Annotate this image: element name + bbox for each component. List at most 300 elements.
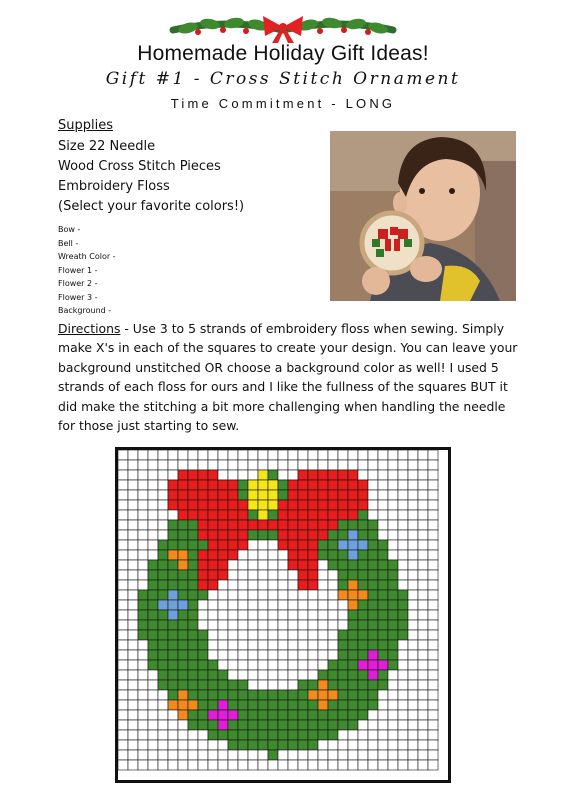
pattern-cell — [158, 510, 168, 520]
pattern-cell — [268, 580, 278, 590]
pattern-cell — [218, 690, 228, 700]
pattern-cell — [148, 520, 158, 530]
pattern-cell — [188, 540, 198, 550]
pattern-cell — [168, 760, 178, 770]
pattern-cell — [408, 750, 418, 760]
pattern-cell — [388, 630, 398, 640]
pattern-cell — [168, 650, 178, 660]
pattern-cell — [328, 470, 338, 480]
pattern-cell — [218, 620, 228, 630]
pattern-cell — [258, 480, 268, 490]
color-list-item: Flower 2 - — [58, 279, 98, 288]
pattern-cell — [348, 640, 358, 650]
pattern-cell — [158, 590, 168, 600]
pattern-cell — [318, 530, 328, 540]
pattern-cell — [398, 760, 408, 770]
pattern-cell — [258, 510, 268, 520]
pattern-cell — [358, 700, 368, 710]
pattern-cell — [218, 540, 228, 550]
pattern-cell — [318, 490, 328, 500]
pattern-cell — [378, 720, 388, 730]
pattern-cell — [138, 480, 148, 490]
pattern-cell — [178, 710, 188, 720]
pattern-cell — [298, 470, 308, 480]
pattern-cell — [378, 500, 388, 510]
pattern-cell — [378, 510, 388, 520]
pattern-cell — [268, 480, 278, 490]
pattern-cell — [338, 520, 348, 530]
pattern-cell — [388, 550, 398, 560]
pattern-cell — [428, 730, 438, 740]
pattern-cell — [118, 470, 128, 480]
pattern-cell — [258, 630, 268, 640]
pattern-cell — [308, 720, 318, 730]
pattern-cell — [358, 610, 368, 620]
pattern-cell — [268, 700, 278, 710]
pattern-cell — [368, 670, 378, 680]
pattern-cell — [378, 590, 388, 600]
pattern-cell — [368, 690, 378, 700]
pattern-cell — [288, 620, 298, 630]
pattern-cell — [118, 460, 128, 470]
pattern-cell — [158, 630, 168, 640]
pattern-cell — [348, 460, 358, 470]
pattern-cell — [188, 760, 198, 770]
pattern-cell — [128, 710, 138, 720]
pattern-cell — [368, 570, 378, 580]
pattern-cell — [168, 670, 178, 680]
pattern-cell — [208, 630, 218, 640]
pattern-cell — [228, 480, 238, 490]
pattern-cell — [428, 740, 438, 750]
pattern-cell — [388, 730, 398, 740]
pattern-cell — [338, 730, 348, 740]
pattern-cell — [418, 700, 428, 710]
pattern-cell — [268, 520, 278, 530]
pattern-cell — [418, 530, 428, 540]
pattern-cell — [278, 750, 288, 760]
pattern-cell — [148, 500, 158, 510]
pattern-cell — [368, 650, 378, 660]
pattern-cell — [278, 580, 288, 590]
pattern-cell — [338, 710, 348, 720]
pattern-cell — [278, 450, 288, 460]
pattern-cell — [118, 580, 128, 590]
pattern-cell — [398, 700, 408, 710]
pattern-cell — [168, 500, 178, 510]
pattern-cell — [278, 650, 288, 660]
pattern-cell — [298, 700, 308, 710]
gift-subtitle: Gift #1 - Cross Stitch Ornament — [105, 69, 461, 89]
pattern-cell — [308, 510, 318, 520]
pattern-cell — [278, 720, 288, 730]
pattern-cell — [368, 500, 378, 510]
pattern-cell — [348, 570, 358, 580]
pattern-cell — [258, 450, 268, 460]
pattern-cell — [178, 530, 188, 540]
pattern-cell — [338, 480, 348, 490]
pattern-cell — [198, 520, 208, 530]
pattern-cell — [128, 590, 138, 600]
pattern-cell — [208, 730, 218, 740]
pattern-cell — [258, 500, 268, 510]
pattern-cell — [308, 460, 318, 470]
pattern-cell — [328, 570, 338, 580]
pattern-cell — [238, 480, 248, 490]
pattern-cell — [428, 480, 438, 490]
pattern-cell — [268, 740, 278, 750]
pattern-cell — [428, 610, 438, 620]
pattern-cell — [398, 530, 408, 540]
pattern-cell — [418, 620, 428, 630]
pattern-cell — [318, 700, 328, 710]
pattern-cell — [258, 740, 268, 750]
pattern-cell — [398, 480, 408, 490]
pattern-cell — [308, 700, 318, 710]
pattern-cell — [238, 710, 248, 720]
pattern-cell — [288, 540, 298, 550]
pattern-cell — [358, 540, 368, 550]
pattern-cell — [388, 600, 398, 610]
pattern-cell — [118, 740, 128, 750]
pattern-cell — [258, 750, 268, 760]
pattern-cell — [328, 460, 338, 470]
pattern-cell — [198, 540, 208, 550]
pattern-cell — [308, 500, 318, 510]
pattern-cell — [268, 630, 278, 640]
pattern-cell — [258, 680, 268, 690]
pattern-cell — [418, 750, 428, 760]
pattern-cell — [368, 620, 378, 630]
pattern-cell — [428, 640, 438, 650]
pattern-cell — [308, 470, 318, 480]
pattern-cell — [118, 630, 128, 640]
pattern-cell — [408, 700, 418, 710]
pattern-cell — [188, 720, 198, 730]
pattern-cell — [408, 510, 418, 520]
pattern-cell — [148, 670, 158, 680]
pattern-cell — [368, 750, 378, 760]
pattern-cell — [208, 670, 218, 680]
pattern-cell — [148, 700, 158, 710]
pattern-cell — [168, 660, 178, 670]
pattern-cell — [378, 520, 388, 530]
pattern-cell — [268, 550, 278, 560]
pattern-cell — [308, 610, 318, 620]
pattern-cell — [298, 570, 308, 580]
pattern-cell — [348, 740, 358, 750]
pattern-cell — [178, 550, 188, 560]
pattern-cell — [228, 580, 238, 590]
pattern-cell — [358, 460, 368, 470]
pattern-cell — [128, 470, 138, 480]
pattern-cell — [338, 530, 348, 540]
pattern-cell — [168, 750, 178, 760]
pattern-cell — [358, 450, 368, 460]
pattern-cell — [128, 740, 138, 750]
pattern-cell — [408, 560, 418, 570]
pattern-cell — [208, 540, 218, 550]
pattern-cell — [158, 580, 168, 590]
pattern-cell — [178, 700, 188, 710]
pattern-cell — [398, 690, 408, 700]
pattern-cell — [148, 750, 158, 760]
pattern-cell — [158, 670, 168, 680]
pattern-cell — [148, 720, 158, 730]
pattern-cell — [308, 650, 318, 660]
pattern-cell — [228, 510, 238, 520]
pattern-cell — [348, 720, 358, 730]
pattern-cell — [428, 630, 438, 640]
pattern-cell — [138, 670, 148, 680]
pattern-cell — [178, 520, 188, 530]
pattern-cell — [408, 580, 418, 590]
pattern-cell — [148, 630, 158, 640]
pattern-cell — [228, 710, 238, 720]
pattern-cell — [338, 500, 348, 510]
pattern-cell — [338, 650, 348, 660]
pattern-cell — [158, 490, 168, 500]
pattern-cell — [198, 720, 208, 730]
pattern-cell — [248, 680, 258, 690]
pattern-cell — [158, 620, 168, 630]
pattern-cell — [338, 470, 348, 480]
pattern-cell — [398, 580, 408, 590]
pattern-cell — [288, 480, 298, 490]
pattern-cell — [228, 530, 238, 540]
pattern-cell — [428, 590, 438, 600]
pattern-cell — [238, 700, 248, 710]
pattern-cell — [268, 680, 278, 690]
pattern-cell — [368, 710, 378, 720]
pattern-cell — [388, 590, 398, 600]
pattern-cell — [308, 520, 318, 530]
pattern-cell — [208, 520, 218, 530]
pattern-cell — [388, 450, 398, 460]
pattern-cell — [418, 710, 428, 720]
pattern-cell — [238, 650, 248, 660]
pattern-cell — [338, 680, 348, 690]
pattern-cell — [168, 740, 178, 750]
pattern-cell — [288, 660, 298, 670]
pattern-cell — [118, 530, 128, 540]
pattern-cell — [278, 700, 288, 710]
pattern-cell — [128, 610, 138, 620]
pattern-cell — [378, 570, 388, 580]
pattern-cell — [248, 550, 258, 560]
pattern-cell — [228, 750, 238, 760]
pattern-cell — [188, 680, 198, 690]
pattern-cell — [208, 470, 218, 480]
pattern-cell — [178, 620, 188, 630]
pattern-cell — [208, 490, 218, 500]
pattern-cell — [358, 590, 368, 600]
pattern-cell — [178, 740, 188, 750]
pattern-cell — [288, 570, 298, 580]
pattern-cell — [298, 630, 308, 640]
pattern-cell — [188, 700, 198, 710]
pattern-cell — [198, 630, 208, 640]
pattern-cell — [378, 640, 388, 650]
pattern-cell — [178, 500, 188, 510]
pattern-cell — [118, 560, 128, 570]
pattern-cell — [248, 570, 258, 580]
pattern-cell — [198, 620, 208, 630]
pattern-cell — [148, 690, 158, 700]
pattern-cell — [398, 570, 408, 580]
pattern-cell — [118, 650, 128, 660]
supply-item: Wood Cross Stitch Pieces — [58, 159, 221, 174]
pattern-cell — [288, 500, 298, 510]
pattern-cell — [248, 500, 258, 510]
pattern-cell — [218, 760, 228, 770]
color-list-item: Wreath Color - — [58, 252, 116, 261]
pattern-cell — [218, 720, 228, 730]
pattern-cell — [308, 540, 318, 550]
pattern-cell — [208, 710, 218, 720]
pattern-cell — [188, 670, 198, 680]
pattern-cell — [418, 720, 428, 730]
pattern-cell — [198, 580, 208, 590]
pattern-cell — [418, 730, 428, 740]
pattern-cell — [178, 630, 188, 640]
pattern-cell — [158, 480, 168, 490]
pattern-cell — [118, 700, 128, 710]
pattern-cell — [158, 500, 168, 510]
pattern-cell — [228, 720, 238, 730]
pattern-cell — [208, 650, 218, 660]
pattern-cell — [238, 450, 248, 460]
pattern-cell — [348, 490, 358, 500]
pattern-cell — [298, 510, 308, 520]
pattern-cell — [288, 520, 298, 530]
pattern-cell — [318, 590, 328, 600]
pattern-cell — [178, 460, 188, 470]
pattern-cell — [178, 640, 188, 650]
pattern-cell — [138, 580, 148, 590]
pattern-cell — [338, 750, 348, 760]
pattern-cell — [198, 690, 208, 700]
pattern-cell — [168, 720, 178, 730]
pattern-cell — [388, 580, 398, 590]
pattern-cell — [138, 490, 148, 500]
pattern-cell — [198, 680, 208, 690]
pattern-cell — [238, 660, 248, 670]
pattern-cell — [188, 460, 198, 470]
pattern-cell — [408, 550, 418, 560]
pattern-cell — [238, 600, 248, 610]
pattern-cell — [148, 710, 158, 720]
pattern-cell — [238, 740, 248, 750]
pattern-cell — [118, 680, 128, 690]
pattern-cell — [388, 700, 398, 710]
pattern-cell — [198, 450, 208, 460]
pattern-cell — [378, 470, 388, 480]
pattern-cell — [218, 570, 228, 580]
pattern-cell — [198, 660, 208, 670]
pattern-cell — [398, 540, 408, 550]
pattern-cell — [388, 610, 398, 620]
pattern-cell — [278, 600, 288, 610]
pattern-cell — [218, 530, 228, 540]
pattern-cell — [318, 630, 328, 640]
pattern-cell — [268, 690, 278, 700]
pattern-cell — [348, 480, 358, 490]
pattern-cell — [378, 620, 388, 630]
pattern-cell — [138, 620, 148, 630]
pattern-cell — [218, 510, 228, 520]
pattern-cell — [158, 540, 168, 550]
pattern-cell — [188, 520, 198, 530]
pattern-cell — [258, 710, 268, 720]
pattern-cell — [428, 720, 438, 730]
pattern-cell — [358, 620, 368, 630]
pattern-cell — [288, 650, 298, 660]
pattern-cell — [378, 660, 388, 670]
pattern-cell — [128, 580, 138, 590]
pattern-cell — [248, 620, 258, 630]
pattern-cell — [218, 650, 228, 660]
pattern-cell — [418, 680, 428, 690]
pattern-cell — [178, 750, 188, 760]
pattern-cell — [368, 480, 378, 490]
pattern-cell — [338, 550, 348, 560]
pattern-cell — [268, 710, 278, 720]
pattern-cell — [148, 640, 158, 650]
pattern-cell — [418, 580, 428, 590]
pattern-cell — [368, 660, 378, 670]
pattern-cell — [218, 500, 228, 510]
pattern-cell — [348, 760, 358, 770]
pattern-cell — [158, 460, 168, 470]
pattern-cell — [258, 520, 268, 530]
pattern-cell — [318, 670, 328, 680]
pattern-cell — [128, 630, 138, 640]
pattern-cell — [388, 650, 398, 660]
pattern-cell — [228, 490, 238, 500]
pattern-cell — [388, 660, 398, 670]
pattern-cell — [128, 490, 138, 500]
pattern-cell — [128, 620, 138, 630]
pattern-cell — [198, 600, 208, 610]
pattern-cell — [308, 640, 318, 650]
pattern-cell — [258, 700, 268, 710]
pattern-cell — [298, 550, 308, 560]
pattern-cell — [398, 510, 408, 520]
pattern-cell — [258, 690, 268, 700]
pattern-cell — [128, 650, 138, 660]
pattern-cell — [198, 610, 208, 620]
color-list-item: Background - — [58, 306, 112, 315]
pattern-cell — [188, 750, 198, 760]
pattern-cell — [268, 650, 278, 660]
pattern-cell — [358, 560, 368, 570]
pattern-cell — [398, 450, 408, 460]
pattern-cell — [118, 490, 128, 500]
pattern-cell — [398, 610, 408, 620]
pattern-cell — [148, 540, 158, 550]
pattern-cell — [398, 710, 408, 720]
pattern-cell — [428, 550, 438, 560]
pattern-cell — [378, 690, 388, 700]
pattern-cell — [138, 570, 148, 580]
pattern-cell — [278, 570, 288, 580]
pattern-cell — [428, 690, 438, 700]
pattern-cell — [228, 670, 238, 680]
pattern-cell — [188, 530, 198, 540]
pattern-cell — [268, 720, 278, 730]
pattern-cell — [118, 570, 128, 580]
